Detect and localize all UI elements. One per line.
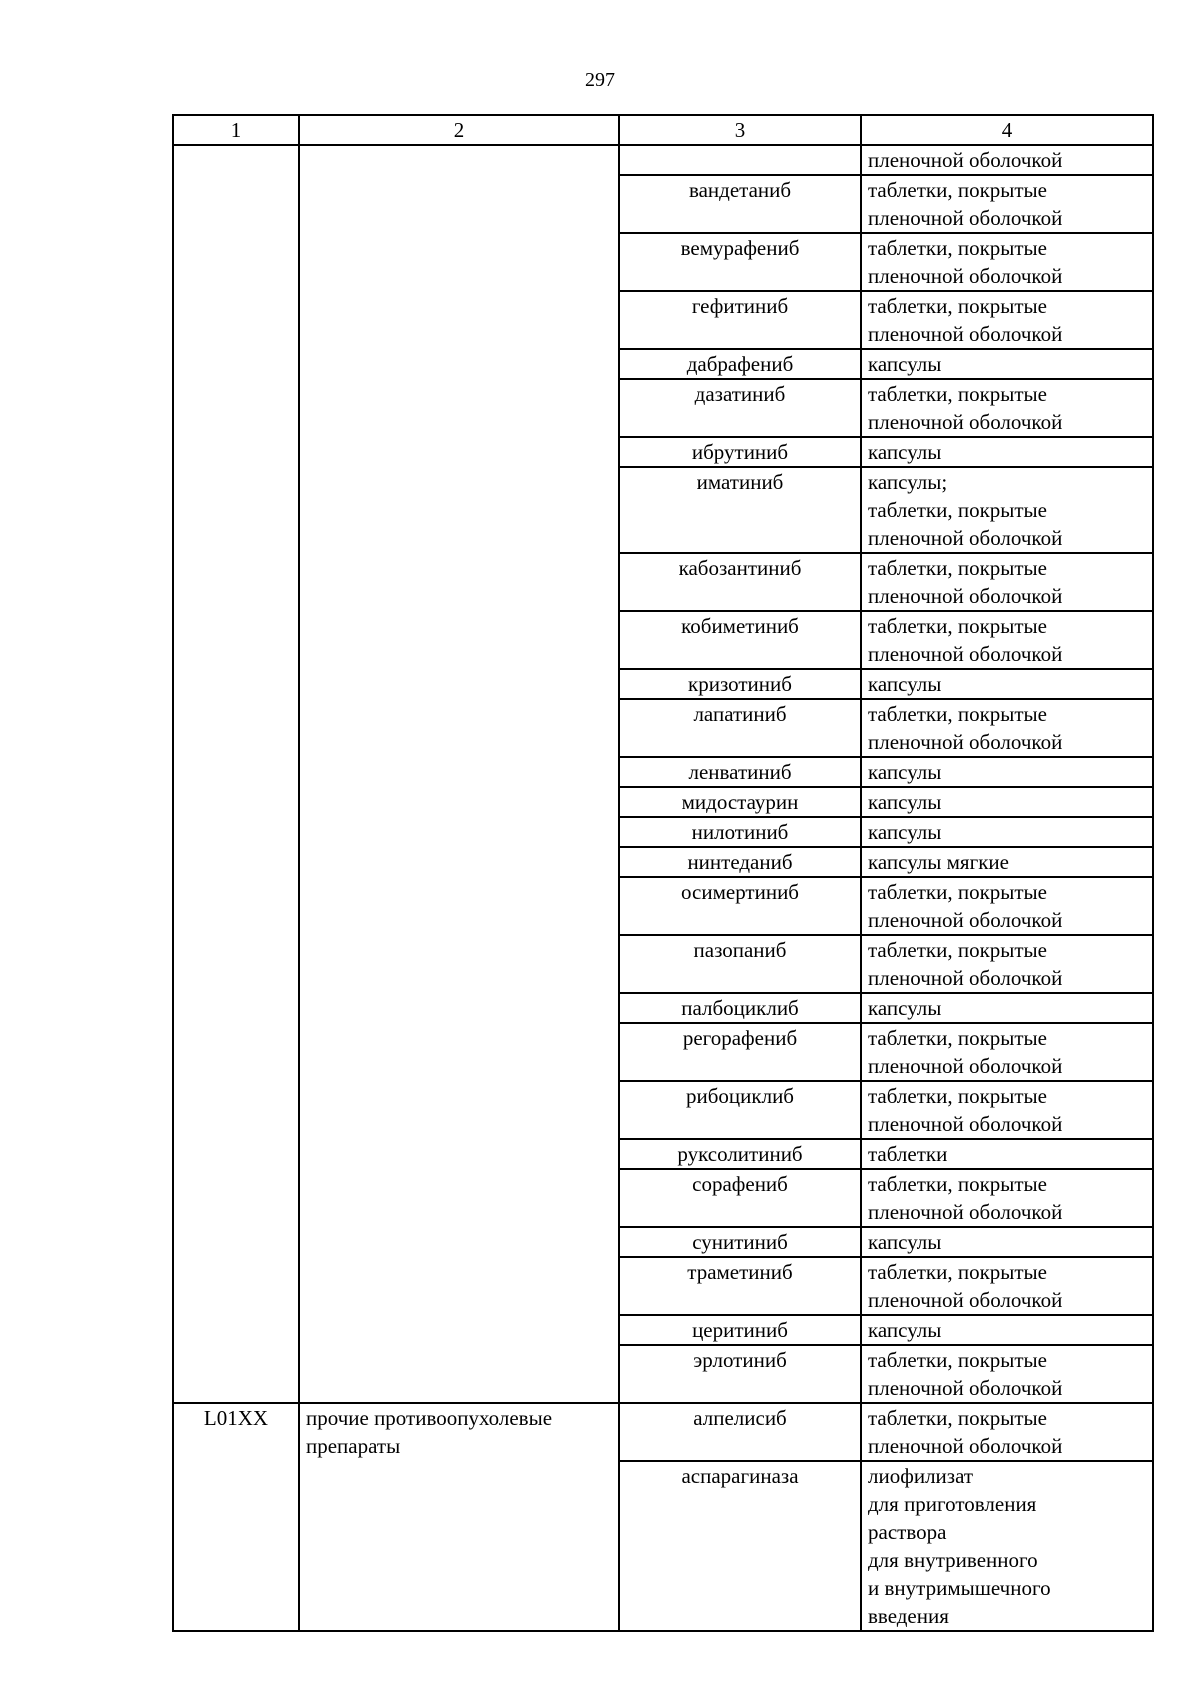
dosage-form-cell: капсулы	[861, 817, 1153, 847]
drug-name-cell: ленватиниб	[619, 757, 861, 787]
drug-name-cell: сунитиниб	[619, 1227, 861, 1257]
dosage-form-cell: капсулы	[861, 787, 1153, 817]
dosage-form-cell: таблетки, покрытые пленочной оболочкой	[861, 877, 1153, 935]
drug-name-cell: ибрутиниб	[619, 437, 861, 467]
drug-name-cell: палбоциклиб	[619, 993, 861, 1023]
dosage-form-cell: таблетки, покрытые пленочной оболочкой	[861, 1257, 1153, 1315]
drug-name-cell: руксолитиниб	[619, 1139, 861, 1169]
dosage-form-cell: капсулы	[861, 1227, 1153, 1257]
dosage-form-cell: таблетки, покрытые пленочной оболочкой	[861, 1403, 1153, 1461]
dosage-form-cell: таблетки, покрытые пленочной оболочкой	[861, 935, 1153, 993]
table-row	[173, 145, 1153, 175]
dosage-form-cell: капсулы	[861, 349, 1153, 379]
drug-name-cell: пазопаниб	[619, 935, 861, 993]
atc-code-cell: L01XX	[173, 1403, 299, 1631]
dosage-form-cell: таблетки, покрытые пленочной оболочкой	[861, 1169, 1153, 1227]
drug-name-cell: эрлотиниб	[619, 1345, 861, 1403]
header-cell-4: 4	[861, 115, 1153, 145]
atc-code-cell	[173, 145, 299, 1403]
dosage-form-cell: таблетки, покрытые пленочной оболочкой	[861, 233, 1153, 291]
drug-name-cell: осимертиниб	[619, 877, 861, 935]
drug-name-cell: нинтеданиб	[619, 847, 861, 877]
drug-name-cell: лапатиниб	[619, 699, 861, 757]
header-row	[173, 115, 1153, 145]
table-row	[173, 1403, 1153, 1461]
atc-description-cell: прочие противоопухолевые препараты	[299, 1403, 619, 1631]
drug-name-cell: мидостаурин	[619, 787, 861, 817]
atc-description-cell	[299, 145, 619, 1403]
dosage-form-cell: капсулы	[861, 1315, 1153, 1345]
drug-name-cell: церитиниб	[619, 1315, 861, 1345]
drug-name-cell	[619, 145, 861, 175]
drug-name-cell: алпелисиб	[619, 1403, 861, 1461]
dosage-form-cell: капсулы	[861, 437, 1153, 467]
dosage-form-cell: таблетки, покрытые пленочной оболочкой	[861, 1081, 1153, 1139]
drug-name-cell: кризотиниб	[619, 669, 861, 699]
dosage-form-cell: таблетки, покрытые пленочной оболочкой	[861, 699, 1153, 757]
dosage-form-cell: таблетки, покрытые пленочной оболочкой	[861, 611, 1153, 669]
dosage-form-cell: таблетки, покрытые пленочной оболочкой	[861, 553, 1153, 611]
drug-name-cell: дазатиниб	[619, 379, 861, 437]
drug-name-cell: кабозантиниб	[619, 553, 861, 611]
drug-name-cell: рибоциклиб	[619, 1081, 861, 1139]
dosage-form-cell: таблетки, покрытые пленочной оболочкой	[861, 1023, 1153, 1081]
dosage-form-cell: капсулы; таблетки, покрытые пленочной оболочкой	[861, 467, 1153, 553]
drug-name-cell: кобиметиниб	[619, 611, 861, 669]
dosage-form-cell: таблетки, покрытые пленочной оболочкой	[861, 1345, 1153, 1403]
header-cell-3: 3	[619, 115, 861, 145]
drug-name-cell: регорафениб	[619, 1023, 861, 1081]
drug-name-cell: аспарагиназа	[619, 1461, 861, 1631]
dosage-form-cell: таблетки	[861, 1139, 1153, 1169]
drug-table	[172, 114, 1154, 1632]
drug-name-cell: вемурафениб	[619, 233, 861, 291]
dosage-form-cell: капсулы	[861, 669, 1153, 699]
header-cell-2: 2	[299, 115, 619, 145]
dosage-form-cell: пленочной оболочкой	[861, 145, 1153, 175]
dosage-form-cell: таблетки, покрытые пленочной оболочкой	[861, 379, 1153, 437]
dosage-form-cell: капсулы	[861, 757, 1153, 787]
drug-name-cell: иматиниб	[619, 467, 861, 553]
dosage-form-cell: таблетки, покрытые пленочной оболочкой	[861, 175, 1153, 233]
page-number: 297	[585, 69, 615, 91]
dosage-form-cell: капсулы мягкие	[861, 847, 1153, 877]
drug-name-cell: нилотиниб	[619, 817, 861, 847]
drug-name-cell: дабрафениб	[619, 349, 861, 379]
drug-name-cell: гефитиниб	[619, 291, 861, 349]
drug-name-cell: сорафениб	[619, 1169, 861, 1227]
drug-name-cell: вандетаниб	[619, 175, 861, 233]
drug-name-cell: траметиниб	[619, 1257, 861, 1315]
dosage-form-cell: лиофилизат для приготовления раствора для внутривенного и внутримышечного введения	[861, 1461, 1153, 1631]
dosage-form-cell: таблетки, покрытые пленочной оболочкой	[861, 291, 1153, 349]
header-cell-1: 1	[173, 115, 299, 145]
dosage-form-cell: капсулы	[861, 993, 1153, 1023]
